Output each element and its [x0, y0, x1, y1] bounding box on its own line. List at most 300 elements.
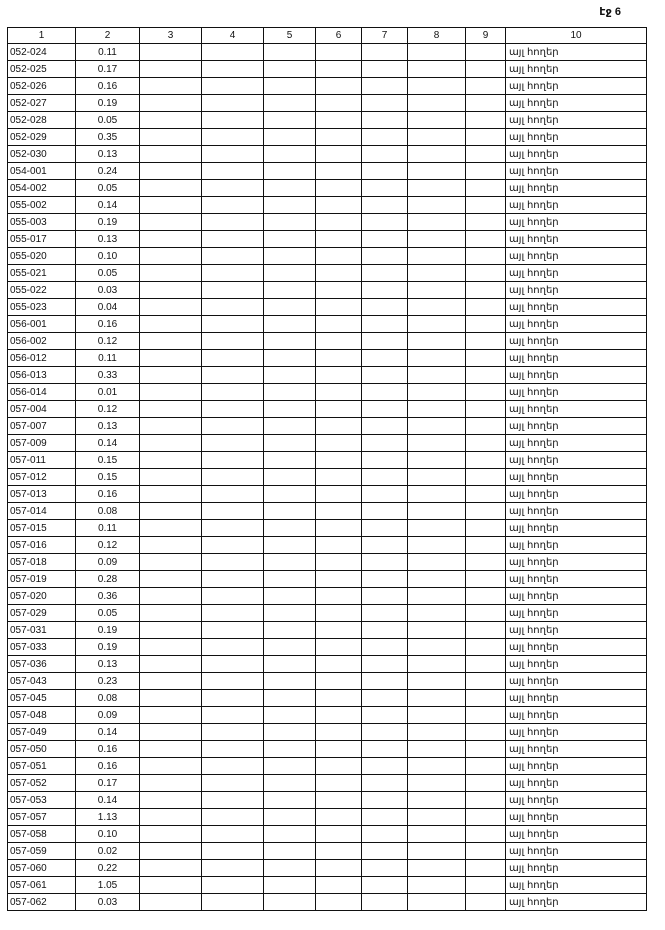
empty-cell [264, 146, 316, 163]
empty-cell [316, 95, 362, 112]
empty-cell [408, 792, 466, 809]
parcel-code-cell: 057-016 [8, 537, 76, 554]
parcel-code-cell: 057-053 [8, 792, 76, 809]
parcel-code-cell: 057-013 [8, 486, 76, 503]
empty-cell [264, 367, 316, 384]
land-type-cell: այլ հողեր [506, 622, 647, 639]
table-row [8, 775, 647, 792]
parcel-code-cell: 057-036 [8, 656, 76, 673]
empty-cell [202, 826, 264, 843]
table-row [8, 571, 647, 588]
empty-cell [408, 656, 466, 673]
empty-cell [408, 231, 466, 248]
empty-cell [466, 792, 506, 809]
parcel-code-cell: 057-031 [8, 622, 76, 639]
empty-cell [408, 809, 466, 826]
empty-cell [202, 860, 264, 877]
empty-cell [316, 299, 362, 316]
empty-cell [408, 61, 466, 78]
empty-cell [362, 44, 408, 61]
land-type-cell: այլ հողեր [506, 78, 647, 95]
empty-cell [316, 333, 362, 350]
land-type-cell: այլ հողեր [506, 248, 647, 265]
empty-cell [202, 452, 264, 469]
table-row [8, 605, 647, 622]
empty-cell [408, 860, 466, 877]
land-type-cell: այլ հողեր [506, 775, 647, 792]
empty-cell [466, 265, 506, 282]
table-row [8, 639, 647, 656]
empty-cell [362, 758, 408, 775]
land-type-cell: այլ հողեր [506, 860, 647, 877]
empty-cell [202, 282, 264, 299]
column-number-header-row [8, 28, 647, 44]
area-value-cell: 0.08 [76, 503, 140, 520]
empty-cell [140, 894, 202, 911]
empty-cell [408, 180, 466, 197]
empty-cell [140, 503, 202, 520]
empty-cell [466, 503, 506, 520]
empty-cell [466, 571, 506, 588]
empty-cell [140, 112, 202, 129]
empty-cell [316, 418, 362, 435]
land-type-cell: այլ հողեր [506, 44, 647, 61]
table-row [8, 843, 647, 860]
empty-cell [466, 486, 506, 503]
parcel-code-cell: 057-048 [8, 707, 76, 724]
area-value-cell: 0.14 [76, 724, 140, 741]
empty-cell [316, 265, 362, 282]
land-type-cell: այլ հողեր [506, 724, 647, 741]
land-type-cell: այլ հողեր [506, 231, 647, 248]
empty-cell [202, 809, 264, 826]
parcel-code-cell: 057-004 [8, 401, 76, 418]
empty-cell [140, 537, 202, 554]
empty-cell [264, 554, 316, 571]
empty-cell [466, 809, 506, 826]
empty-cell [264, 231, 316, 248]
empty-cell [202, 690, 264, 707]
empty-cell [408, 554, 466, 571]
empty-cell [362, 112, 408, 129]
table-row [8, 350, 647, 367]
empty-cell [264, 571, 316, 588]
empty-cell [316, 877, 362, 894]
empty-cell [140, 180, 202, 197]
area-value-cell: 0.19 [76, 622, 140, 639]
empty-cell [264, 639, 316, 656]
empty-cell [202, 78, 264, 95]
empty-cell [408, 299, 466, 316]
empty-cell [202, 605, 264, 622]
parcel-code-cell: 055-022 [8, 282, 76, 299]
empty-cell [264, 690, 316, 707]
empty-cell [202, 639, 264, 656]
land-type-cell: այլ հողեր [506, 265, 647, 282]
empty-cell [316, 214, 362, 231]
empty-cell [316, 537, 362, 554]
empty-cell [362, 826, 408, 843]
empty-cell [264, 843, 316, 860]
empty-cell [264, 741, 316, 758]
table-row [8, 316, 647, 333]
empty-cell [140, 622, 202, 639]
empty-cell [362, 724, 408, 741]
empty-cell [140, 673, 202, 690]
empty-cell [466, 367, 506, 384]
empty-cell [140, 163, 202, 180]
empty-cell [316, 605, 362, 622]
empty-cell [316, 401, 362, 418]
empty-cell [316, 435, 362, 452]
empty-cell [316, 843, 362, 860]
land-type-cell: այլ հողեր [506, 299, 647, 316]
empty-cell [466, 112, 506, 129]
empty-cell [140, 588, 202, 605]
empty-cell [202, 622, 264, 639]
parcel-code-cell: 055-023 [8, 299, 76, 316]
table-row [8, 299, 647, 316]
land-type-cell: այլ հողեր [506, 469, 647, 486]
empty-cell [362, 95, 408, 112]
empty-cell [466, 350, 506, 367]
column-header: 6 [316, 28, 362, 44]
column-header: 1 [8, 28, 76, 44]
empty-cell [362, 809, 408, 826]
empty-cell [362, 690, 408, 707]
empty-cell [362, 452, 408, 469]
empty-cell [408, 894, 466, 911]
empty-cell [466, 877, 506, 894]
empty-cell [202, 265, 264, 282]
empty-cell [140, 146, 202, 163]
empty-cell [362, 282, 408, 299]
parcel-code-cell: 056-014 [8, 384, 76, 401]
empty-cell [466, 707, 506, 724]
parcel-code-cell: 057-051 [8, 758, 76, 775]
table-row [8, 656, 647, 673]
parcel-code-cell: 055-020 [8, 248, 76, 265]
empty-cell [264, 673, 316, 690]
empty-cell [466, 758, 506, 775]
empty-cell [140, 95, 202, 112]
parcel-code-cell: 052-026 [8, 78, 76, 95]
table-row [8, 622, 647, 639]
empty-cell [264, 452, 316, 469]
empty-cell [140, 231, 202, 248]
area-value-cell: 0.05 [76, 265, 140, 282]
empty-cell [408, 197, 466, 214]
parcel-code-cell: 057-059 [8, 843, 76, 860]
parcel-code-cell: 057-009 [8, 435, 76, 452]
empty-cell [408, 367, 466, 384]
land-type-cell: այլ հողեր [506, 758, 647, 775]
empty-cell [140, 809, 202, 826]
empty-cell [362, 316, 408, 333]
empty-cell [408, 265, 466, 282]
empty-cell [408, 826, 466, 843]
area-value-cell: 0.08 [76, 690, 140, 707]
area-value-cell: 0.10 [76, 826, 140, 843]
empty-cell [408, 537, 466, 554]
table-row [8, 758, 647, 775]
empty-cell [264, 78, 316, 95]
empty-cell [202, 367, 264, 384]
land-type-cell: այլ հողեր [506, 843, 647, 860]
land-type-cell: այլ հողեր [506, 418, 647, 435]
empty-cell [408, 605, 466, 622]
empty-cell [140, 792, 202, 809]
empty-cell [264, 299, 316, 316]
area-value-cell: 1.13 [76, 809, 140, 826]
empty-cell [362, 843, 408, 860]
table-row [8, 95, 647, 112]
land-type-cell: այլ հողեր [506, 163, 647, 180]
table-row [8, 231, 647, 248]
empty-cell [202, 180, 264, 197]
empty-cell [140, 571, 202, 588]
empty-cell [202, 146, 264, 163]
empty-cell [202, 197, 264, 214]
empty-cell [362, 350, 408, 367]
table-row [8, 707, 647, 724]
empty-cell [408, 843, 466, 860]
empty-cell [264, 469, 316, 486]
land-type-cell: այլ հողեր [506, 333, 647, 350]
area-value-cell: 0.23 [76, 673, 140, 690]
empty-cell [202, 350, 264, 367]
land-type-cell: այլ հողեր [506, 282, 647, 299]
table-row [8, 61, 647, 78]
empty-cell [316, 741, 362, 758]
empty-cell [140, 367, 202, 384]
empty-cell [264, 61, 316, 78]
land-type-cell: այլ հողեր [506, 554, 647, 571]
table-row [8, 486, 647, 503]
table-row [8, 503, 647, 520]
empty-cell [362, 520, 408, 537]
empty-cell [140, 707, 202, 724]
area-value-cell: 0.22 [76, 860, 140, 877]
area-value-cell: 0.16 [76, 741, 140, 758]
empty-cell [316, 724, 362, 741]
table-row [8, 724, 647, 741]
empty-cell [140, 61, 202, 78]
empty-cell [264, 792, 316, 809]
empty-cell [316, 469, 362, 486]
parcel-code-cell: 057-011 [8, 452, 76, 469]
empty-cell [264, 707, 316, 724]
empty-cell [466, 44, 506, 61]
empty-cell [408, 520, 466, 537]
table-row [8, 741, 647, 758]
table-row [8, 129, 647, 146]
area-value-cell: 0.13 [76, 146, 140, 163]
empty-cell [362, 775, 408, 792]
land-type-cell: այլ հողեր [506, 792, 647, 809]
empty-cell [466, 588, 506, 605]
empty-cell [202, 129, 264, 146]
table-row [8, 248, 647, 265]
empty-cell [202, 231, 264, 248]
table-row [8, 78, 647, 95]
empty-cell [466, 622, 506, 639]
empty-cell [140, 877, 202, 894]
land-type-cell: այլ հողեր [506, 605, 647, 622]
table-row [8, 520, 647, 537]
empty-cell [362, 401, 408, 418]
empty-cell [316, 860, 362, 877]
empty-cell [140, 350, 202, 367]
empty-cell [264, 435, 316, 452]
land-type-cell: այլ հողեր [506, 214, 647, 231]
land-type-cell: այլ հողեր [506, 690, 647, 707]
table-row [8, 282, 647, 299]
empty-cell [466, 95, 506, 112]
empty-cell [316, 452, 362, 469]
empty-cell [140, 758, 202, 775]
empty-cell [140, 282, 202, 299]
parcel-code-cell: 054-001 [8, 163, 76, 180]
empty-cell [140, 435, 202, 452]
empty-cell [362, 129, 408, 146]
empty-cell [202, 418, 264, 435]
empty-cell [316, 639, 362, 656]
empty-cell [316, 775, 362, 792]
empty-cell [362, 61, 408, 78]
empty-cell [140, 639, 202, 656]
table-row [8, 401, 647, 418]
empty-cell [316, 350, 362, 367]
empty-cell [264, 537, 316, 554]
empty-cell [466, 299, 506, 316]
empty-cell [202, 741, 264, 758]
parcel-code-cell: 057-015 [8, 520, 76, 537]
area-value-cell: 0.17 [76, 775, 140, 792]
land-type-cell: այլ հողեր [506, 350, 647, 367]
area-value-cell: 0.09 [76, 707, 140, 724]
empty-cell [408, 384, 466, 401]
empty-cell [140, 401, 202, 418]
empty-cell [140, 690, 202, 707]
empty-cell [264, 333, 316, 350]
empty-cell [140, 775, 202, 792]
area-value-cell: 0.12 [76, 333, 140, 350]
empty-cell [408, 214, 466, 231]
empty-cell [316, 707, 362, 724]
empty-cell [466, 61, 506, 78]
empty-cell [202, 112, 264, 129]
empty-cell [264, 163, 316, 180]
empty-cell [408, 486, 466, 503]
empty-cell [466, 690, 506, 707]
empty-cell [140, 843, 202, 860]
area-value-cell: 0.16 [76, 758, 140, 775]
parcel-code-cell: 052-028 [8, 112, 76, 129]
column-header: 3 [140, 28, 202, 44]
area-value-cell: 0.19 [76, 214, 140, 231]
empty-cell [408, 707, 466, 724]
empty-cell [466, 520, 506, 537]
empty-cell [408, 571, 466, 588]
empty-cell [316, 520, 362, 537]
area-value-cell: 0.16 [76, 78, 140, 95]
empty-cell [316, 690, 362, 707]
empty-cell [202, 554, 264, 571]
table-row [8, 809, 647, 826]
parcel-code-cell: 057-052 [8, 775, 76, 792]
empty-cell [264, 826, 316, 843]
parcel-code-cell: 057-012 [8, 469, 76, 486]
empty-cell [362, 146, 408, 163]
table-row [8, 894, 647, 911]
area-value-cell: 0.13 [76, 418, 140, 435]
empty-cell [316, 248, 362, 265]
empty-cell [264, 724, 316, 741]
empty-cell [202, 44, 264, 61]
land-type-cell: այլ հողեր [506, 571, 647, 588]
land-type-cell: այլ հողեր [506, 401, 647, 418]
parcel-code-cell: 052-030 [8, 146, 76, 163]
empty-cell [140, 469, 202, 486]
parcel-code-cell: 057-049 [8, 724, 76, 741]
parcel-code-cell: 054-002 [8, 180, 76, 197]
table-row [8, 826, 647, 843]
empty-cell [202, 775, 264, 792]
empty-cell [362, 877, 408, 894]
table-row [8, 418, 647, 435]
parcel-code-cell: 057-019 [8, 571, 76, 588]
empty-cell [264, 775, 316, 792]
column-header: 2 [76, 28, 140, 44]
empty-cell [362, 554, 408, 571]
land-type-cell: այլ հողեր [506, 826, 647, 843]
page-number: էջ 6 [599, 6, 621, 18]
empty-cell [202, 877, 264, 894]
empty-cell [316, 316, 362, 333]
empty-cell [264, 384, 316, 401]
empty-cell [202, 792, 264, 809]
empty-cell [408, 418, 466, 435]
empty-cell [466, 826, 506, 843]
empty-cell [362, 486, 408, 503]
empty-cell [466, 469, 506, 486]
empty-cell [362, 656, 408, 673]
land-type-cell: այլ հողեր [506, 435, 647, 452]
empty-cell [362, 605, 408, 622]
empty-cell [202, 571, 264, 588]
empty-cell [316, 656, 362, 673]
empty-cell [362, 248, 408, 265]
empty-cell [466, 129, 506, 146]
parcel-code-cell: 057-029 [8, 605, 76, 622]
area-value-cell: 0.13 [76, 656, 140, 673]
empty-cell [140, 860, 202, 877]
area-value-cell: 0.01 [76, 384, 140, 401]
empty-cell [264, 180, 316, 197]
empty-cell [264, 248, 316, 265]
parcel-code-cell: 057-050 [8, 741, 76, 758]
empty-cell [362, 537, 408, 554]
table-row [8, 792, 647, 809]
empty-cell [466, 146, 506, 163]
area-value-cell: 0.11 [76, 520, 140, 537]
land-type-cell: այլ հողեր [506, 384, 647, 401]
empty-cell [202, 95, 264, 112]
parcel-code-cell: 057-018 [8, 554, 76, 571]
land-type-cell: այլ հողեր [506, 95, 647, 112]
parcel-code-cell: 055-017 [8, 231, 76, 248]
